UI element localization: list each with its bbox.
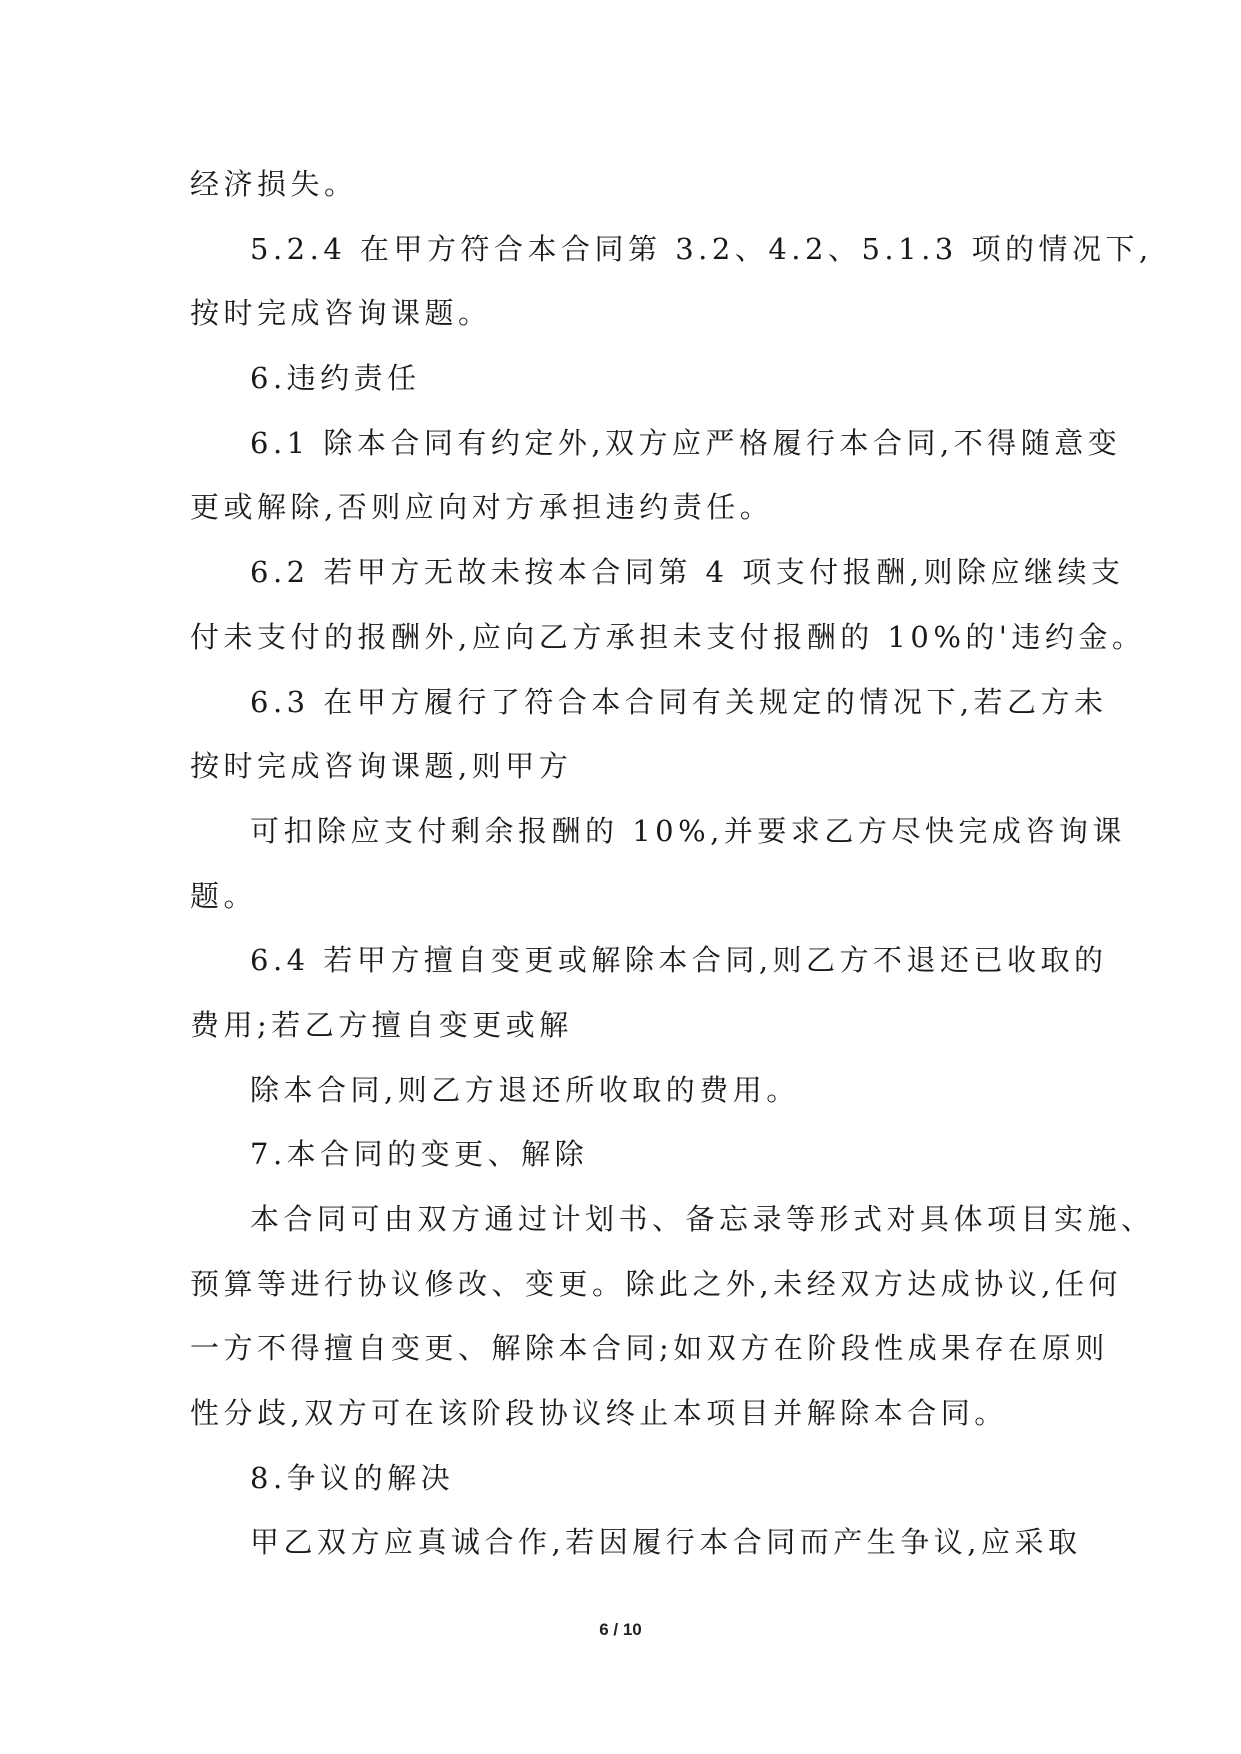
- text-line: 按时完成咨询课题。: [190, 296, 492, 331]
- text-line: 按时完成咨询课题,则甲方: [190, 749, 573, 784]
- text-line: 付未支付的报酬外,应向乙方承担未支付报酬的 10%的'违约金。: [190, 619, 1146, 654]
- text-line: 5.2.4 在甲方符合本合同第 3.2、4.2、5.1.3 项的情况下,: [250, 231, 1153, 266]
- text-line: 更或解除,否则应向对方承担违约责任。: [190, 490, 774, 525]
- page-number: 6 / 10: [599, 1620, 642, 1639]
- text-line: 6.4 若甲方擅自变更或解除本合同,则乙方不退还已收取的: [250, 943, 1108, 978]
- text-line: 6.2 若甲方无故未按本合同第 4 项支付报酬,则除应继续支: [250, 555, 1125, 590]
- text-line: 性分歧,双方可在该阶段协议终止本项目并解除本合同。: [190, 1396, 1008, 1431]
- text-line: 费用;若乙方擅自变更或解: [190, 1007, 573, 1042]
- text-line: 除本合同,则乙方退还所收取的费用。: [250, 1072, 800, 1107]
- text-line: 6.3 在甲方履行了符合本合同有关规定的情况下,若乙方未: [250, 684, 1108, 719]
- text-line: 题。: [190, 878, 258, 913]
- document-body: [190, 152, 1155, 1575]
- text-line: 6.违约责任: [250, 361, 421, 396]
- text-line: 本合同可由双方通过计划书、备忘录等形式对具体项目实施、: [250, 1202, 1155, 1236]
- text-line: 8.争议的解决: [250, 1460, 455, 1495]
- text-line: 可扣除应支付剩余报酬的 10%,并要求乙方尽快完成咨询课: [250, 813, 1126, 848]
- text-line: 7.本合同的变更、解除: [250, 1137, 589, 1172]
- text-line: 经济损失。: [190, 167, 358, 201]
- text-line: 甲乙双方应真诚合作,若因履行本合同而产生争议,应采取: [250, 1525, 1082, 1560]
- text-line: 一方不得擅自变更、解除本合同;如双方在阶段性成果存在原则: [190, 1331, 1109, 1366]
- text-line: 预算等进行协议修改、变更。除此之外,未经双方达成协议,任何: [190, 1266, 1122, 1301]
- text-line: 6.1 除本合同有约定外,双方应严格履行本合同,不得随意变: [250, 425, 1122, 460]
